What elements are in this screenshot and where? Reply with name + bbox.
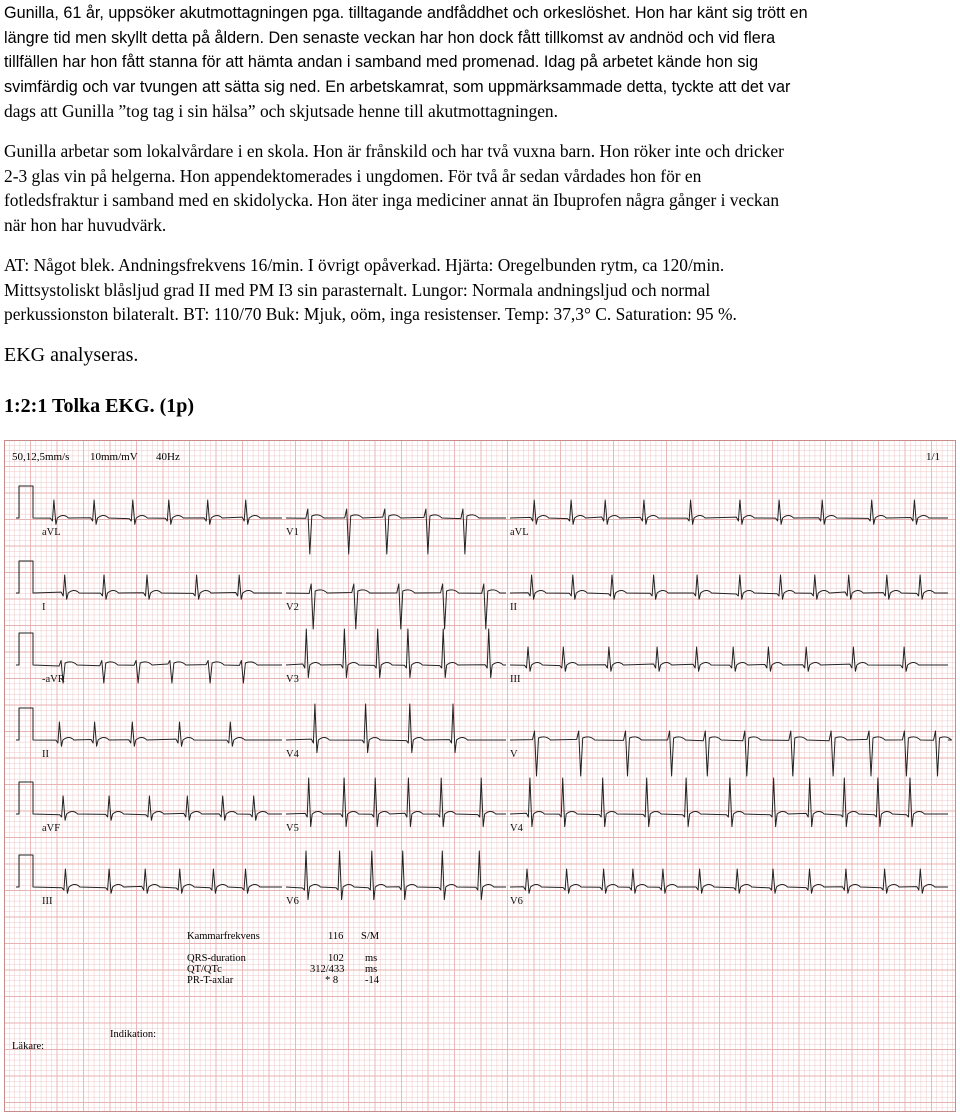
question-heading: 1:2:1 Tolka EKG. (1p) — [4, 395, 195, 417]
ecg-setting-gain: 10mm/mV — [90, 451, 138, 463]
ecg-lead-label: V4 — [286, 749, 299, 760]
history-line: tillfällen har hon fått stanna för att hämta andan i samband med promenad. Idag på arbetet kände hon sig — [4, 53, 759, 71]
ecg-lead-label: V3 — [286, 674, 299, 685]
ecg-lead-label: aVL — [42, 527, 61, 538]
history-line: längre tid men skyllt detta på åldern. Den senaste veckan har hon dock fått tillkomst av andnöd och vid flera — [4, 28, 776, 47]
measurement-value: * 8 — [325, 975, 339, 986]
ecg-lead-label: III — [510, 674, 521, 685]
ecg-trace-v — [510, 731, 952, 776]
ecg-lead-label: V1 — [286, 527, 299, 538]
ecg-lead-label: II — [510, 602, 517, 613]
measurement-value: 312/433 — [310, 964, 345, 975]
ecg-lead-label: V5 — [286, 823, 299, 834]
history-line: Gunilla, 61 år, uppsöker akutmottagningen pga. tilltagande andfåddhet och orkeslöshet. Hon har känt sig trött en — [4, 4, 808, 22]
ecg-trace-v2 — [286, 584, 506, 629]
exam-line: Mittsystoliskt blåsljud grad II med PM I3 sin parasternalt. Lungor: Normala andningsljud och normal — [4, 279, 711, 300]
ekg-heading: EKG analyseras. — [4, 344, 139, 366]
measurement-label: QT/QTc — [187, 964, 222, 975]
ecg-lead-label: V6 — [510, 896, 523, 907]
physician-label: Läkare: — [12, 1041, 45, 1052]
ecg-lead-label: V6 — [286, 896, 299, 907]
measurement-label: QRS-duration — [187, 953, 246, 964]
ecg-lead-label: II — [42, 749, 49, 760]
ecg-trace-v4 — [286, 704, 506, 753]
measurement-unit: -14 — [365, 975, 379, 986]
case-paragraph-exam — [4, 253, 934, 327]
ecg-setting-speed: 50,12,5mm/s — [12, 451, 70, 463]
ecg-svg — [4, 440, 956, 1112]
ecg-trace-iii — [510, 647, 948, 671]
ecg-lead-label: -aVR — [42, 674, 65, 685]
social-line: 2-3 glas vin på helgerna. Hon appendektomerades i ungdomen. För två år sedan vårdades hon för en — [4, 165, 702, 186]
history-line: svimfärdig och var tvungen att sätta sig ned. En arbetskamrat, som uppmärksammade detta, tyckte att det var — [4, 77, 791, 96]
measurement-unit: ms — [365, 953, 378, 964]
social-line: när hon har huvudvärk. — [4, 214, 167, 235]
exam-line: perkussionston bilateralt. BT: 110/70 Buk: Mjuk, oöm, inga resistenser. Temp: 37,3° C. Saturation: 95 %. — [4, 304, 737, 324]
ecg-lead-label: V2 — [286, 602, 299, 613]
measurement-label: Kammarfrekvens — [187, 931, 260, 942]
ecg-trace-v6 — [510, 869, 948, 893]
ecg-lead-label: aVF — [42, 823, 61, 834]
ecg-setting-filter: 40Hz — [156, 451, 180, 463]
measurement-label: PR-T-axlar — [187, 975, 234, 986]
exam-line: AT: Något blek. Andningsfrekvens 16/min. I övrigt opåverkad. Hjärta: Oregelbunden rytm, ca 120/min. — [4, 255, 725, 275]
history-line: dags att Gunilla ”tog tag i sin hälsa” och skjutsade henne till akutmottagningen. — [4, 101, 558, 121]
ecg-trace-v4 — [510, 778, 948, 827]
measurement-unit: ms — [365, 964, 378, 975]
ecg-lead-label: aVL — [510, 527, 529, 538]
indication-label: Indikation: — [110, 1029, 157, 1040]
case-paragraph-history — [4, 1, 934, 124]
measurement-value: 116 — [328, 931, 344, 942]
ecg-trace-v3 — [286, 629, 506, 678]
ecg-grid — [4, 440, 956, 1112]
case-paragraph-social — [4, 139, 934, 237]
ecg-lead-label: V — [510, 749, 518, 760]
ecg-trace-v5 — [286, 778, 506, 827]
ecg-lead-labels — [42, 527, 529, 907]
measurement-value: 102 — [328, 953, 344, 964]
ecg-lead-label: V4 — [510, 823, 523, 834]
ecg-trace-v6 — [286, 851, 506, 900]
ecg-page-number: 1/1 — [926, 451, 941, 463]
ecg-trace-ii — [510, 575, 948, 599]
ecg-lead-label: III — [42, 896, 53, 907]
social-line: fotledsfraktur i samband med en skidolycka. Hon äter inga mediciner annat än Ibuprofen några gånger i veckan — [4, 190, 780, 210]
ecg-strip — [4, 440, 956, 1112]
measurement-unit: S/M — [361, 931, 380, 942]
social-line: Gunilla arbetar som lokalvårdare i en skola. Hon är frånskild och har två vuxna barn. Hon röker inte och dricker — [4, 141, 784, 161]
ecg-measurements — [187, 931, 380, 986]
ecg-trace-v1 — [286, 509, 506, 554]
ecg-lead-label: I — [42, 602, 46, 613]
